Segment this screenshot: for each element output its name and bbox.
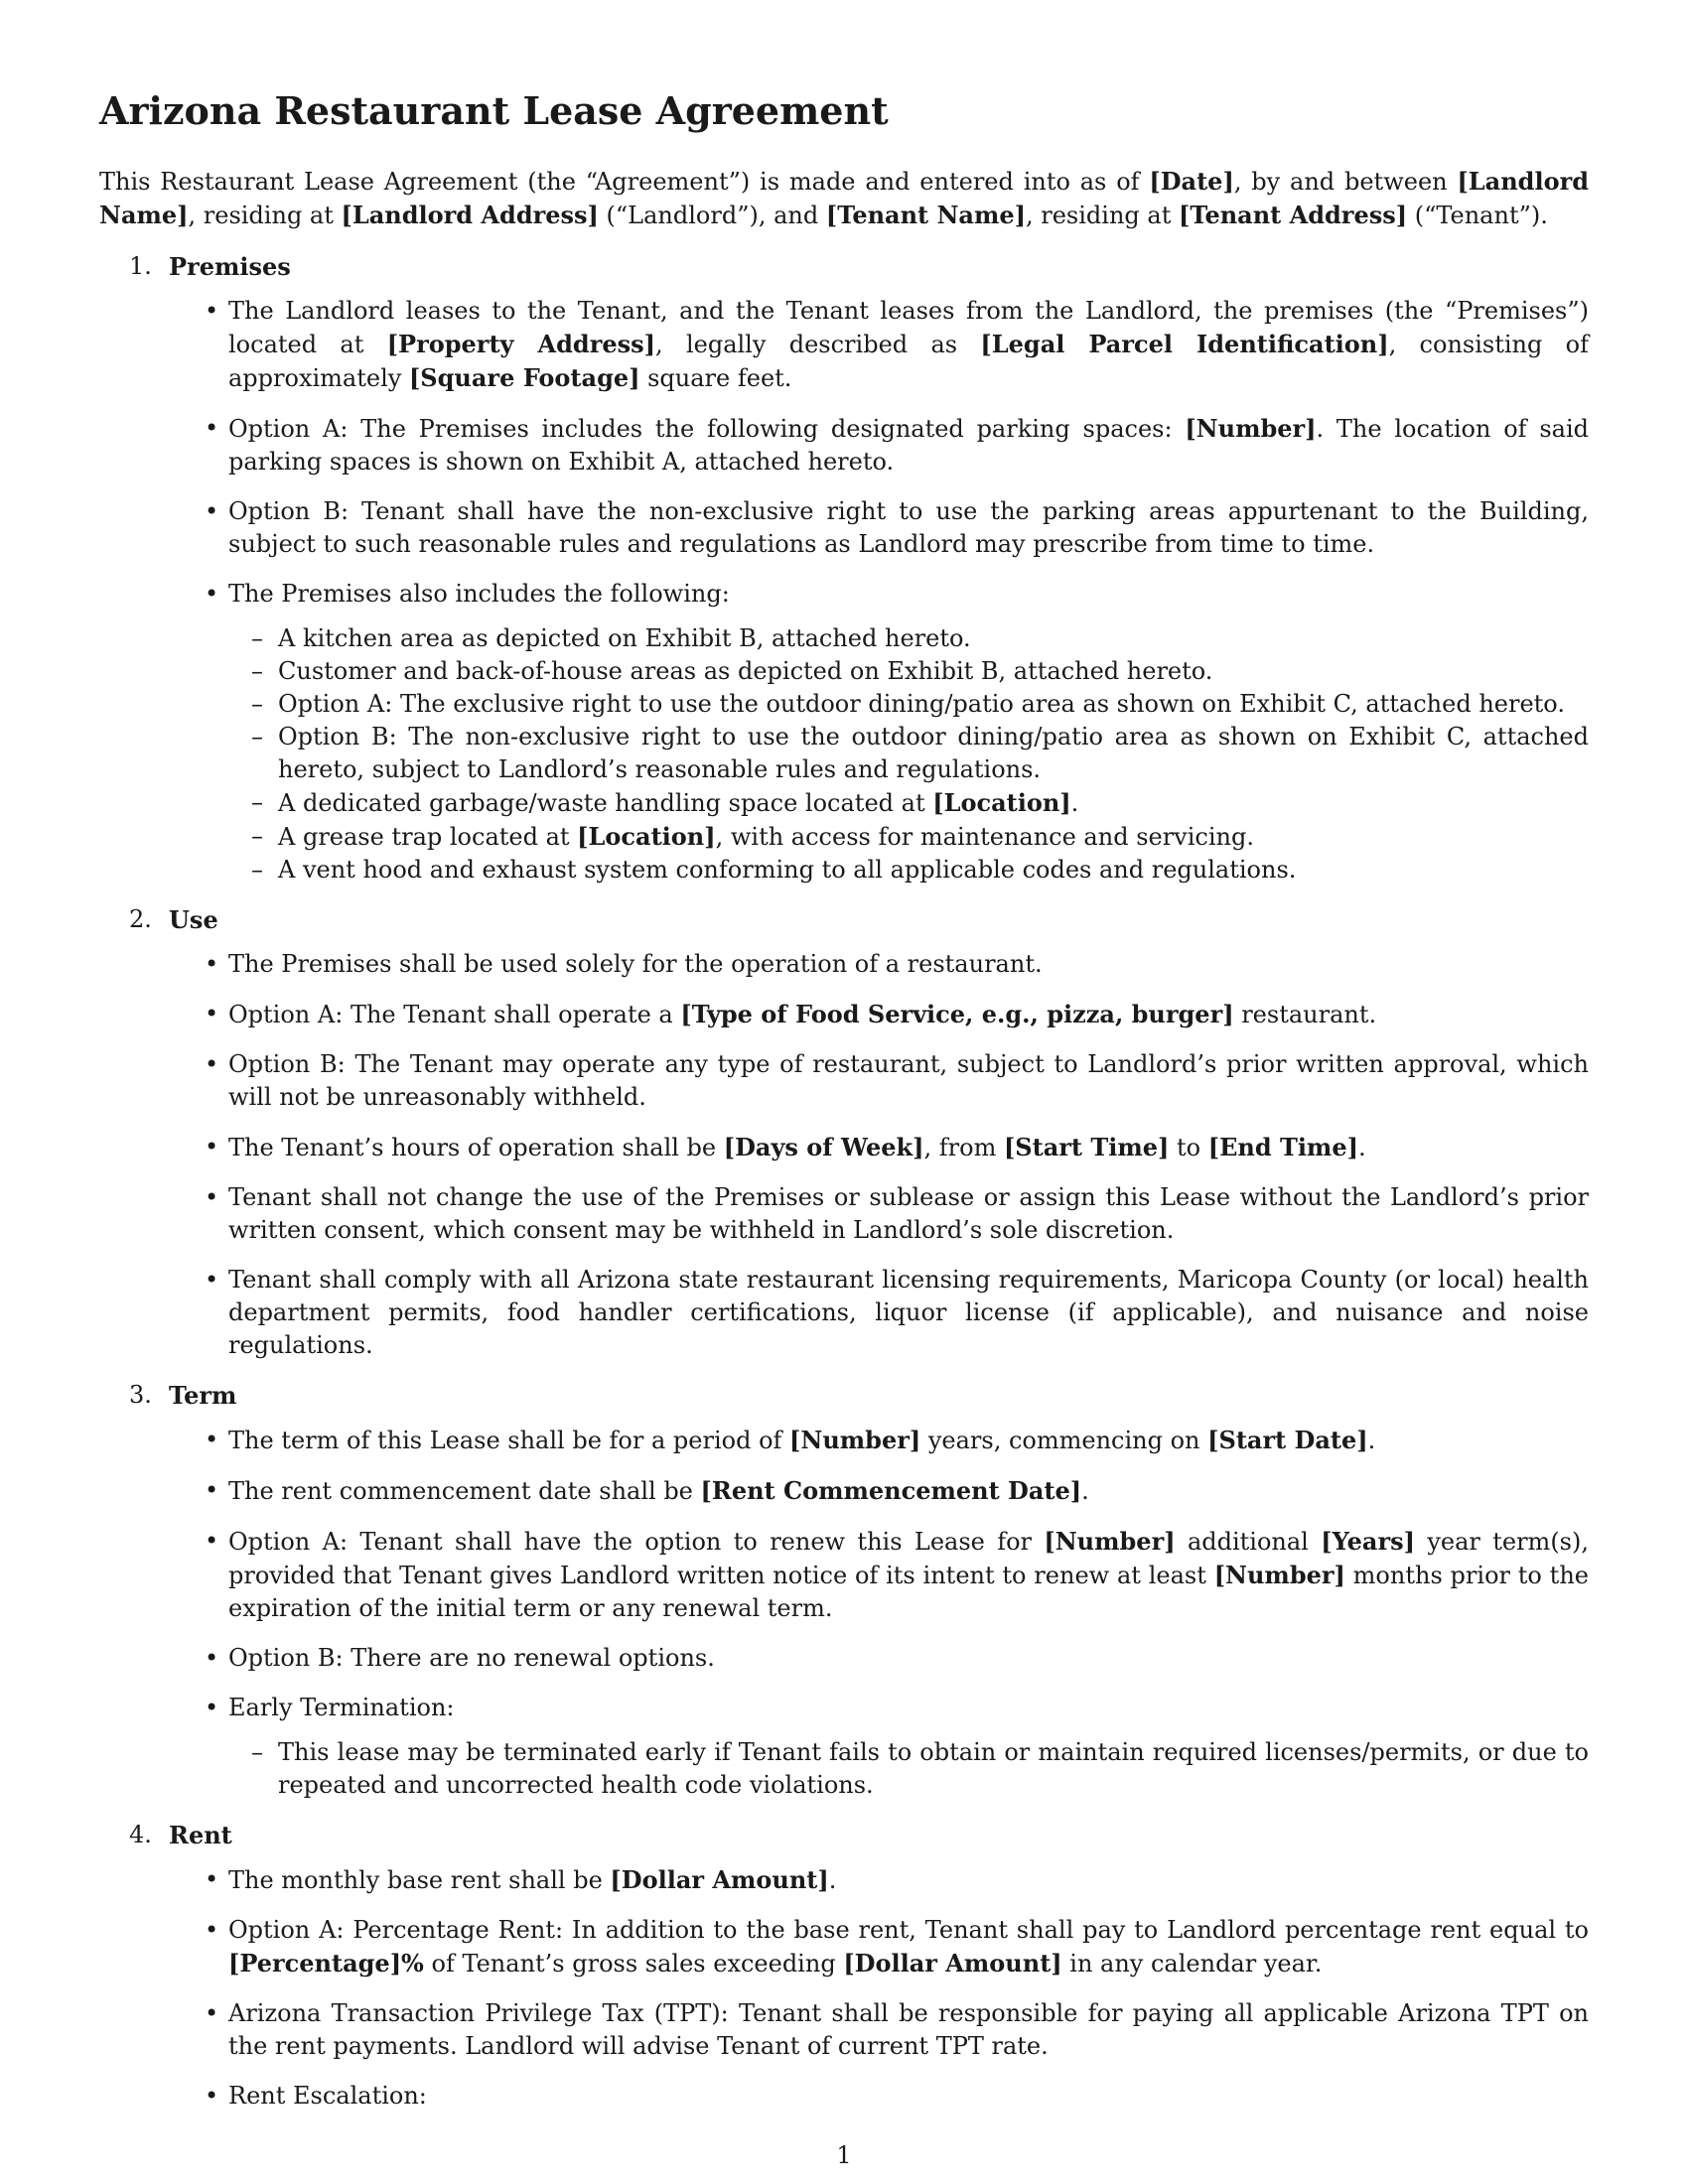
bullet-item: • The Premises also includes the following: – A kitchen area as depicted on Exhibit B, attached hereto. – Customer and back-of-house areas as depicted on Exhibit B, attached hereto. – Option A: The exclusive right to use the outdoor dining/patio area as shown on Exhibit C, attached hereto. – Option B: The non-exclusive right to use the outdoor dining/patio area as shown on Exhibit C, attached hereto, subject to Landlord’s reasonable rules and regulations. – A dedicated garbage/waste handling space located at [Location]. – A grease trap located at [Location], with access for maintenance and servicing. – A vent hood and exhaust system conforming to all applicable codes and regulations. (228, 578, 1589, 887)
bullet-list (99, 948, 1589, 1362)
placeholder-field: [Tenant Name] (825, 201, 1026, 229)
placeholder-field: [Number] (1185, 414, 1317, 443)
bullet-item: • Arizona Transaction Privilege Tax (TPT): Tenant shall be responsible for paying all applicable Arizona TPT on the rent payments. Landlord will advise Tenant of current TPT rate. (228, 1997, 1589, 2063)
section-premises (99, 250, 1589, 887)
placeholder-field: [Landlord Name] (99, 167, 1590, 229)
placeholder-field: [Start Time] (1003, 1133, 1170, 1161)
page-number: 1 (836, 2141, 852, 2169)
placeholder-field: [Tenant Address] (1179, 201, 1408, 229)
document-title: Arizona Restaurant Lease Agreement (99, 88, 889, 133)
sub-list (228, 622, 1589, 887)
placeholder-field: [Location] (577, 822, 716, 851)
bullet-list (99, 1424, 1589, 1802)
placeholder-field: [Number] (1044, 1527, 1176, 1556)
section-number: 4. (129, 1821, 152, 1848)
bullet-item: • Option A: Tenant shall have the option to renew this Lease for [Number] additional [Years] year term(s), provided that Tenant gives Landlord written notice of its intent to renew at least [Number] months prior to the expiration of the initial term or any renewal term. (228, 1525, 1589, 1625)
placeholder-field: [Dollar Amount] (843, 1949, 1062, 1978)
sub-item: – This lease may be terminated early if Tenant fails to obtain or maintain required licenses/permits, or due to repeated and uncorrected health code violations. (278, 1736, 1589, 1802)
bullet-item: • The term of this Lease shall be for a period of [Number] years, commencing on [Start Date]. (228, 1424, 1589, 1457)
placeholder-field: [Number] (1213, 1561, 1345, 1589)
bullet-item: • Rent Escalation: (228, 2080, 1589, 2113)
bullet-item: • Option A: The Tenant shall operate a [Type of Food Service, e.g., pizza, burger] restaurant. (228, 998, 1589, 1031)
document-page (99, 87, 1589, 2129)
section-term (99, 1379, 1589, 1802)
placeholder-field: [Days of Week] (723, 1133, 924, 1161)
bullet-item: • Early Termination: – This lease may be terminated early if Tenant fails to obtain or maintain required licenses/permits, or due to repeated and uncorrected health code violations. (228, 1692, 1589, 1802)
sub-item: – A kitchen area as depicted on Exhibit B, attached hereto. (278, 622, 1589, 655)
placeholder-field: [Years] (1321, 1527, 1415, 1556)
section-heading (99, 1819, 1589, 1851)
sub-item: – A grease trap located at [Location], with access for maintenance and servicing. (278, 820, 1589, 854)
placeholder-field: [Rent Commencement Date] (700, 1476, 1082, 1505)
section-heading (99, 250, 1589, 283)
placeholder-field: [Dollar Amount] (610, 1865, 829, 1894)
section-list (99, 250, 1589, 2113)
placeholder-field: [Date] (1149, 167, 1234, 196)
section-heading (99, 1379, 1589, 1412)
section-number: 3. (129, 1381, 152, 1409)
section-rent (99, 1819, 1589, 2113)
placeholder-field: [Percentage]% (228, 1949, 424, 1978)
placeholder-field: [Type of Food Service, e.g., pizza, burger] (680, 1000, 1234, 1028)
bullet-item: • The Landlord leases to the Tenant, and the Tenant leases from the Landlord, the premises (the “Premises”) located at [Property Address], legally described as [Legal Parcel Identification], consisting of approximately [Square Footage] square feet. (228, 295, 1589, 395)
bullet-list (99, 1863, 1589, 2113)
section-title: Use (169, 905, 218, 934)
placeholder-field: [Property Address] (386, 330, 655, 358)
intro-paragraph: This Restaurant Lease Agreement (the “Agreement”) is made and entered into as of [Date], by and between [Landlord Name], residing at [Landlord Address] (“Landlord”), and [Tenant Name], residing at [Tenant Address] (“Tenant”). (99, 167, 1590, 229)
sub-item: – A vent hood and exhaust system conforming to all applicable codes and regulations. (278, 854, 1589, 887)
bullet-item: • The monthly base rent shall be [Dollar Amount]. (228, 1863, 1589, 1897)
section-number: 1. (129, 252, 152, 280)
bullet-item: • Option B: Tenant shall have the non-exclusive right to use the parking areas appurtenant to the Building, subject to such reasonable rules and regulations as Landlord may prescribe from time to time. (228, 495, 1589, 561)
placeholder-field: [Landlord Address] (341, 201, 599, 229)
sub-item: – Option B: The non-exclusive right to use the outdoor dining/patio area as shown on Exhibit C, attached hereto, subject to Landlord’s reasonable rules and regulations. (278, 721, 1589, 786)
sub-item: – Option A: The exclusive right to use the outdoor dining/patio area as shown on Exhibit C, attached hereto. (278, 688, 1589, 721)
placeholder-field: [Location] (932, 788, 1071, 817)
bullet-item: • Tenant shall comply with all Arizona state restaurant licensing requirements, Maricopa County (or local) health department permits, food handler certifications, liquor license (if applicable), and nuisance and noise regulations. (228, 1264, 1589, 1362)
bullet-item: • The Tenant’s hours of operation shall be [Days of Week], from [Start Time] to [End Time]. (228, 1131, 1589, 1164)
bullet-item: • The Premises shall be used solely for the operation of a restaurant. (228, 948, 1589, 981)
sub-item: – Customer and back-of-house areas as depicted on Exhibit B, attached hereto. (278, 655, 1589, 688)
section-title: Term (169, 1381, 237, 1410)
placeholder-field: [Start Date] (1207, 1426, 1368, 1454)
placeholder-field: [Number] (789, 1426, 921, 1454)
section-number: 2. (129, 905, 152, 933)
bullet-list (99, 295, 1589, 887)
sub-item: – A dedicated garbage/waste handling space located at [Location]. (278, 786, 1589, 820)
placeholder-field: [Square Footage] (408, 363, 640, 392)
sub-list (228, 1736, 1589, 1802)
section-title: Premises (169, 252, 291, 281)
section-use (99, 903, 1589, 1362)
bullet-item: • Option B: The Tenant may operate any type of restaurant, subject to Landlord’s prior written approval, which will not be unreasonably withheld. (228, 1048, 1589, 1114)
bullet-item: • Tenant shall not change the use of the Premises or sublease or assign this Lease without the Landlord’s prior written consent, which consent may be withheld in Landlord’s sole discretion. (228, 1181, 1589, 1247)
bullet-item: • The rent commencement date shall be [Rent Commencement Date]. (228, 1474, 1589, 1508)
placeholder-field: [End Time] (1207, 1133, 1358, 1161)
section-title: Rent (169, 1821, 232, 1849)
bullet-item: • Option A: The Premises includes the following designated parking spaces: [Number]. The location of said parking spaces is shown on Exhibit A, attached hereto. (228, 412, 1589, 478)
placeholder-field: [Legal Parcel Identification] (980, 330, 1389, 358)
bullet-item: • Option A: Percentage Rent: In addition to the base rent, Tenant shall pay to Landlord percentage rent equal to [Percentage]% of Tenant’s gross sales exceeding [Dollar Amount] in any calendar year. (228, 1914, 1589, 1980)
section-heading (99, 903, 1589, 936)
bullet-item: • Option B: There are no renewal options. (228, 1642, 1589, 1675)
